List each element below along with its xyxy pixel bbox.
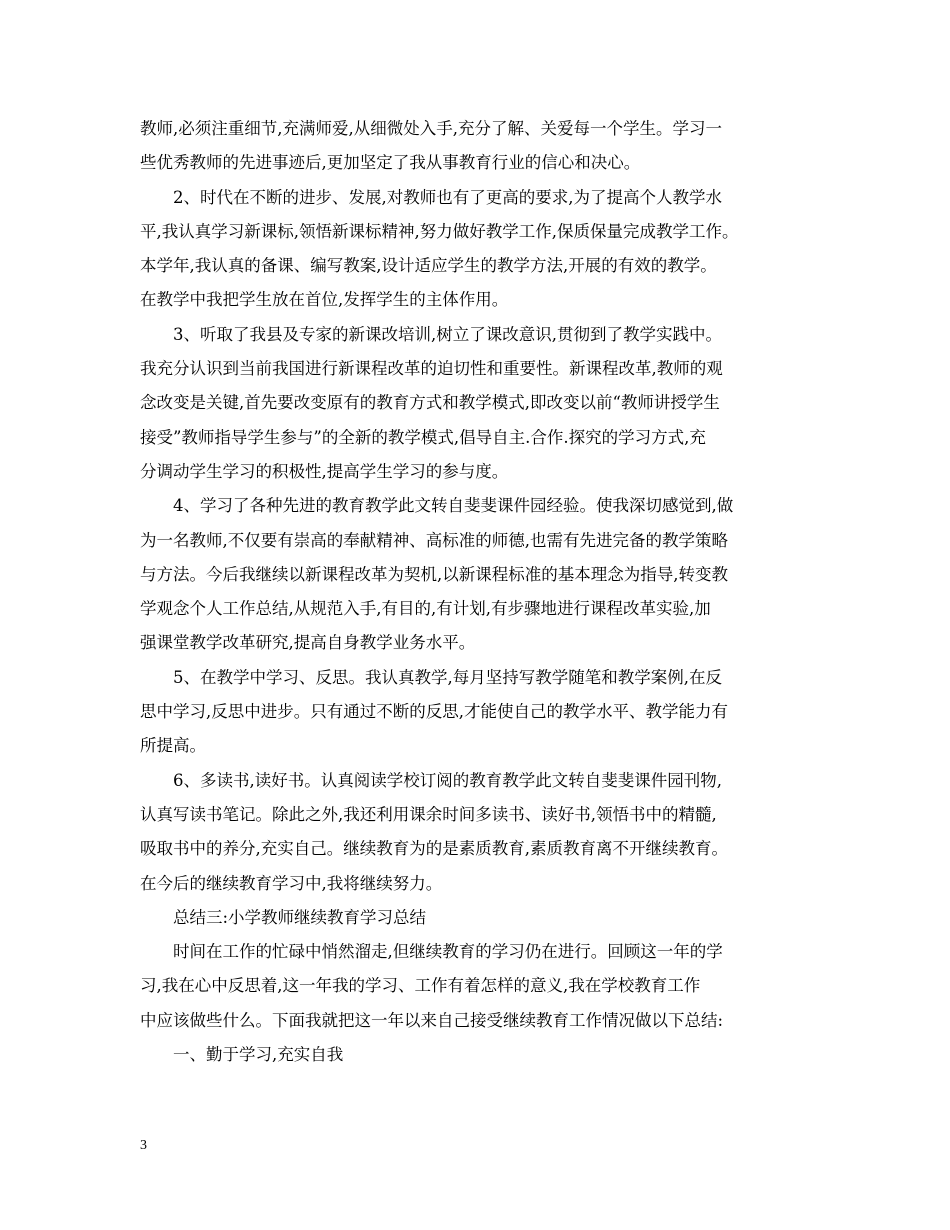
text-line: 接受”教师指导学生参与”的全新的教学模式,倡导自主.合作.探究的学习方式,充 [140,427,706,447]
text-line: 分调动学生学习的积极性,提高学生学习的参与度。 [140,461,509,481]
text-line: 我充分认识到当前我国进行新课程改革的迫切性和重要性。新课程改革,教师的观 [140,359,723,379]
text-line: 习,我在心中反思着,这一年我的学习、工作有着怎样的意义,我在学校教育工作 [140,976,701,996]
text-line: 吸取书中的养分,充实自己。继续教育为的是素质教育,素质教育离不开继续教育。 [140,839,728,859]
text-line: 强课堂教学改革研究,提高自身教学业务水平。 [140,633,476,653]
text-line: 与方法。今后我继续以新课程改革为契机,以新课程标准的基本理念为指导,转变教 [140,564,728,584]
text-line: 念改变是关键,首先要改变原有的教育方式和教学模式,即改变以前“教师讲授学生 [140,393,720,413]
text-line: 中应该做些什么。下面我就把这一年以来自己接受继续教育工作情况做以下总结: [140,1010,724,1030]
paragraph-start-6: 6、多读书,读好书。认真阅读学校订阅的教育教学此文转自斐斐课件园刊物, [173,770,722,790]
paragraph-start-2: 2、时代在不断的进步、发展,对教师也有了更高的要求,为了提高个人教学水 [173,187,722,207]
text-line: 学观念个人工作总结,从规范入手,有目的,有计划,有步骤地进行课程改革实验,加 [140,599,711,619]
section-heading: 总结三:小学教师继续教育学习总结 [173,907,427,927]
page-number: 3 [140,1138,147,1153]
document-body [140,112,812,1072]
text-line: 教师,必须注重细节,充满师爱,从细微处入手,充分了解、关爱每一个学生。学习一 [140,119,722,138]
subsection-heading: 一、勤于学习,充实自我 [173,1045,344,1065]
text-line: 思中学习,反思中进步。只有通过不断的反思,才能使自己的教学水平、教学能力有 [140,702,728,722]
paragraph-start-3: 3、听取了我县及专家的新课改培训,树立了课改意识,贯彻到了教学实践中。 [173,324,722,344]
paragraph-start-intro: 时间在工作的忙碌中悄然溜走,但继续教育的学习仍在进行。回顾这一年的学 [173,942,723,962]
text-line: 认真写读书笔记。除此之外,我还利用课余时间多读书、读好书,领悟书中的精髓, [140,804,717,824]
text-line: 所提高。 [140,736,206,756]
text-line: 在今后的继续教育学习中,我将继续努力。 [140,873,443,893]
text-line: 在教学中我把学生放在首位,发挥学生的主体作用。 [140,290,509,310]
text-line: 些优秀教师的先进事迹后,更加坚定了我从事教育行业的信心和决心。 [140,153,641,173]
text-line: 为一名教师,不仅要有崇高的奉献精神、高标准的师德,也需有先进完备的教学策略 [140,530,728,550]
paragraph-start-5: 5、在教学中学习、反思。我认真教学,每月坚持写教学随笔和教学案例,在反 [173,667,722,687]
paragraph-start-4: 4、学习了各种先进的教育教学此文转自斐斐课件园经验。使我深切感觉到,做 [173,496,734,516]
text-line: 本学年,我认真的备课、编写教案,设计适应学生的教学方法,开展的有效的教学。 [140,256,717,276]
text-line: 平,我认真学习新课标,领悟新课标精神,努力做好教学工作,保质保量完成教学工作。 [140,221,739,241]
